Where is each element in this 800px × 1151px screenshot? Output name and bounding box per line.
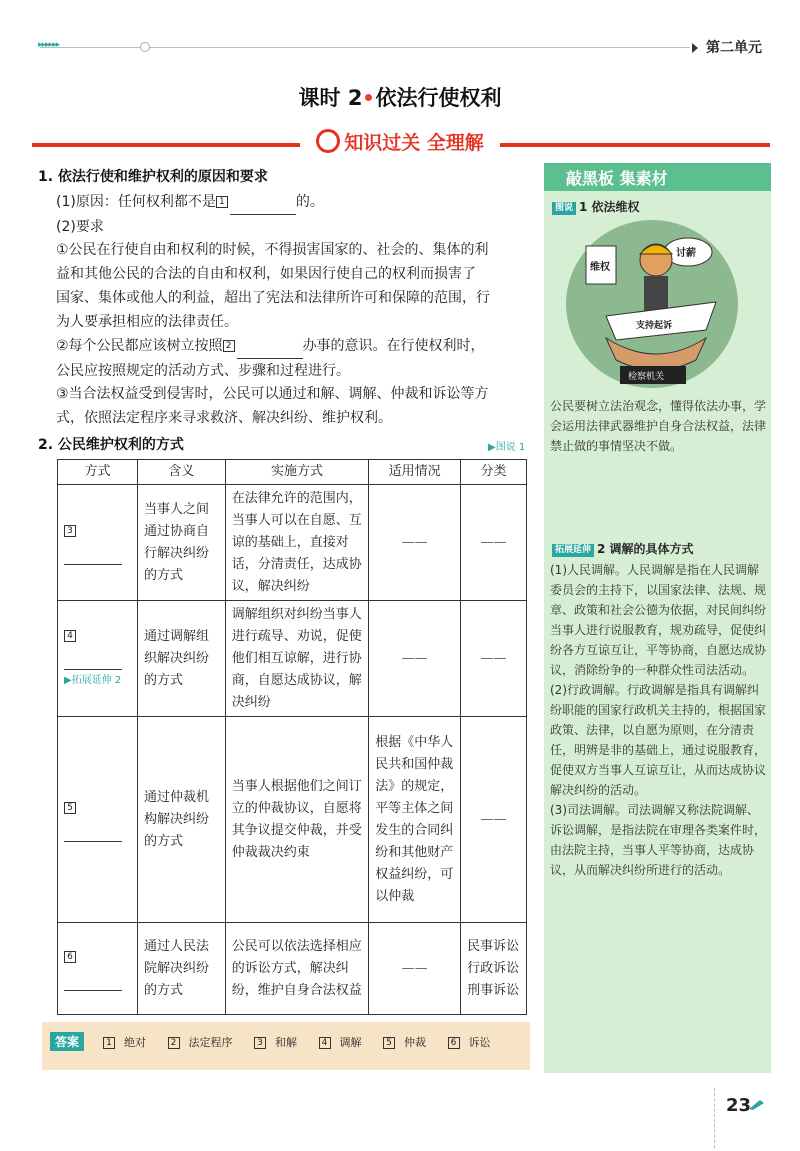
mediation-people: (1)人民调解。人民调解是指在人民调解委员会的主持下，以国家法律、法规、规章、政策和社会公德为依据，对民间纠纷当事人进行说服教育，规劝疏导，促使纠纷各方互谅互让，平等协商，自愿达成协议，消除纷争的一种群众性司法活动。 xyxy=(550,563,767,677)
fill-blank-2[interactable] xyxy=(237,334,303,359)
requirements-label: (2)要求 xyxy=(56,219,104,235)
header-triangle-icon xyxy=(692,43,698,53)
category-cell: —— xyxy=(461,717,527,923)
column-header: 分类 xyxy=(461,460,527,485)
answer-list xyxy=(103,1034,509,1050)
blank-number: 1 xyxy=(216,196,228,208)
fill-blank-5[interactable] xyxy=(64,819,122,842)
situation-cell: —— xyxy=(369,923,461,1015)
table-header-row xyxy=(58,460,527,485)
rights-methods-table xyxy=(57,459,527,1015)
fill-blank-4[interactable] xyxy=(64,647,122,670)
table-row xyxy=(58,717,527,923)
cartoon-label-weiquan: 维权 xyxy=(590,262,610,273)
method-cell: 3 xyxy=(58,485,138,601)
sidebar-item-title-2: 拓展延伸 2 调解的具体方式 xyxy=(552,540,694,557)
answer-item: 5 仲裁 xyxy=(383,1036,435,1049)
meaning-cell: 通过人民法院解决纠纷的方式 xyxy=(137,923,225,1015)
pen-icon xyxy=(748,1098,766,1110)
figure-tag: 图说 xyxy=(552,202,576,215)
answer-item: 4 调解 xyxy=(319,1036,371,1049)
section1-body xyxy=(56,190,536,239)
lesson-number: 课时 2 xyxy=(298,86,363,110)
sidebar-header-label: 敲黑板 集素材 xyxy=(566,169,668,188)
meaning-cell: 通过调解组织解决纠纷的方式 xyxy=(137,601,225,717)
category-cell: 民事诉讼 行政诉讼 刑事诉讼 xyxy=(461,923,527,1015)
mediation-admin: (2)行政调解。行政调解是指具有调解纠纷职能的国家行政机关主持的，根据国家政策、法律，以自愿为原则，在分清责任，明辨是非的基础上，通过说服教育，促使双方当事人互谅互让，从而达成协议解决纠纷的活动。 xyxy=(550,683,767,797)
answer-item: 6 诉讼 xyxy=(448,1036,500,1049)
requirement-1: ①公民在行使自由和权利的时候，不得损害国家的、社会的、集体的利 益和其他公民的合法的自由和权利，如果因行使自己的权利而损害了 国家、集体或他人的利益，超出了宪法和法律所许可和保障的范围，行 为人要承担相应的法律责任。 xyxy=(56,242,490,330)
title-dot xyxy=(365,94,372,101)
section2-heading: 2. 公民维护权利的方式 xyxy=(38,437,184,453)
table-row xyxy=(58,485,527,601)
method-cell: 6 xyxy=(58,923,138,1015)
method-cell: 4 ▶拓展延伸 2 xyxy=(58,601,138,717)
column-header: 方式 xyxy=(58,460,138,485)
answer-item: 2 法定程序 xyxy=(168,1036,242,1049)
blank-number: 2 xyxy=(223,340,235,352)
figure-ref-link[interactable]: ▶图说 1 xyxy=(488,442,526,453)
sidebar-header xyxy=(544,163,771,191)
header-rule xyxy=(40,47,690,48)
fill-blank-3[interactable] xyxy=(64,542,122,565)
table-row xyxy=(58,923,527,1015)
cartoon-icon xyxy=(566,220,738,388)
extension-ref-link[interactable]: ▶拓展延伸 2 xyxy=(64,675,122,686)
page-number: 23 xyxy=(726,1095,752,1116)
banner-label: 知识过关 全理解 xyxy=(344,132,484,154)
method-cell: 5 xyxy=(58,717,138,923)
mediation-judicial: (3)司法调解。司法调解又称法院调解、诉讼调解，是指法院在审理各类案件时，由法院主持，当事人平等协商，达成协议，从而解决纠纷所进行的活动。 xyxy=(550,803,767,877)
implementation-cell: 公民可以依法选择相应的诉讼方式，解决纠纷，维护自身合法权益 xyxy=(225,923,369,1015)
banner-rule-right xyxy=(500,143,770,147)
situation-cell: —— xyxy=(369,601,461,717)
banner-rule-left xyxy=(32,143,300,147)
situation-cell: 根据《中华人民共和国仲裁法》的规定，平等主体之间发生的合同纠纷和其他财产权益纠纷，可以仲裁 xyxy=(369,717,461,923)
fill-blank-6[interactable] xyxy=(64,968,122,991)
sidebar-item-title-1: 图说 1 依法维权 xyxy=(552,198,640,215)
implementation-cell: 在法律允许的范围内，当事人可以在自愿、互谅的基础上，直接对话，分清责任，达成协议，解决纠纷 xyxy=(225,485,369,601)
category-cell: —— xyxy=(461,601,527,717)
meaning-cell: 当事人之间通过协商自行解决纠纷的方式 xyxy=(137,485,225,601)
column-header: 适用情况 xyxy=(369,460,461,485)
column-header: 含义 xyxy=(137,460,225,485)
table-row xyxy=(58,601,527,717)
cartoon-label-support: 支持起诉 xyxy=(636,321,673,331)
situation-cell: —— xyxy=(369,485,461,601)
lesson-name: 依法行使权利 xyxy=(375,86,502,110)
cartoon-label-taoxin: 讨薪 xyxy=(676,248,696,259)
header-dot xyxy=(140,42,150,52)
implementation-cell: 调解组织对纠纷当事人进行疏导、劝说，促使他们相互谅解，进行协商，自愿达成协议，解决纠纷 xyxy=(225,601,369,717)
footer-divider xyxy=(714,1088,716,1148)
header-arrows: ▸▸▸▸▸▸ xyxy=(38,40,60,50)
requirement-2: ②每个公民都应该树立按照 2 办事的意识。在行使权利时， 公民应按照规定的活动方式、步骤和过程进行。 xyxy=(56,334,536,383)
swirl-icon xyxy=(316,129,340,153)
page-title xyxy=(0,82,800,112)
rights-cartoon-illustration xyxy=(566,220,738,388)
section-banner xyxy=(300,128,500,155)
extension-tag: 拓展延伸 xyxy=(552,544,594,557)
column-header: 实施方式 xyxy=(225,460,369,485)
reason-line: (1)原因：任何权利都不是 1 的。 xyxy=(56,190,536,215)
answer-item: 1 绝对 xyxy=(103,1036,155,1049)
answer-item: 3 和解 xyxy=(254,1036,306,1049)
unit-label: 第二单元 xyxy=(706,40,762,56)
section1-heading: 1. 依法行使和维护权利的原因和要求 xyxy=(38,169,268,185)
cartoon-label-procuratorate: 检察机关 xyxy=(628,372,665,382)
meaning-cell: 通过仲裁机构解决纠纷的方式 xyxy=(137,717,225,923)
requirement-3: ③当合法权益受到侵害时，公民可以通过和解、调解、仲裁和诉讼等方 式，依照法定程序来寻求救济、解决纠纷、维护权利。 xyxy=(56,386,489,426)
fill-blank-1[interactable] xyxy=(230,190,296,215)
answer-label: 答案 xyxy=(50,1032,84,1051)
sidebar-text-1: 公民要树立法治观念，懂得依法办事，学会运用法律武器维护自身合法权益，法律禁止做的事情坚决不做。 xyxy=(550,399,767,453)
category-cell: —— xyxy=(461,485,527,601)
sidebar-text-2 xyxy=(550,560,766,880)
implementation-cell: 当事人根据他们之间订立的仲裁协议，自愿将其争议提交仲裁，并受仲裁裁决约束 xyxy=(225,717,369,923)
